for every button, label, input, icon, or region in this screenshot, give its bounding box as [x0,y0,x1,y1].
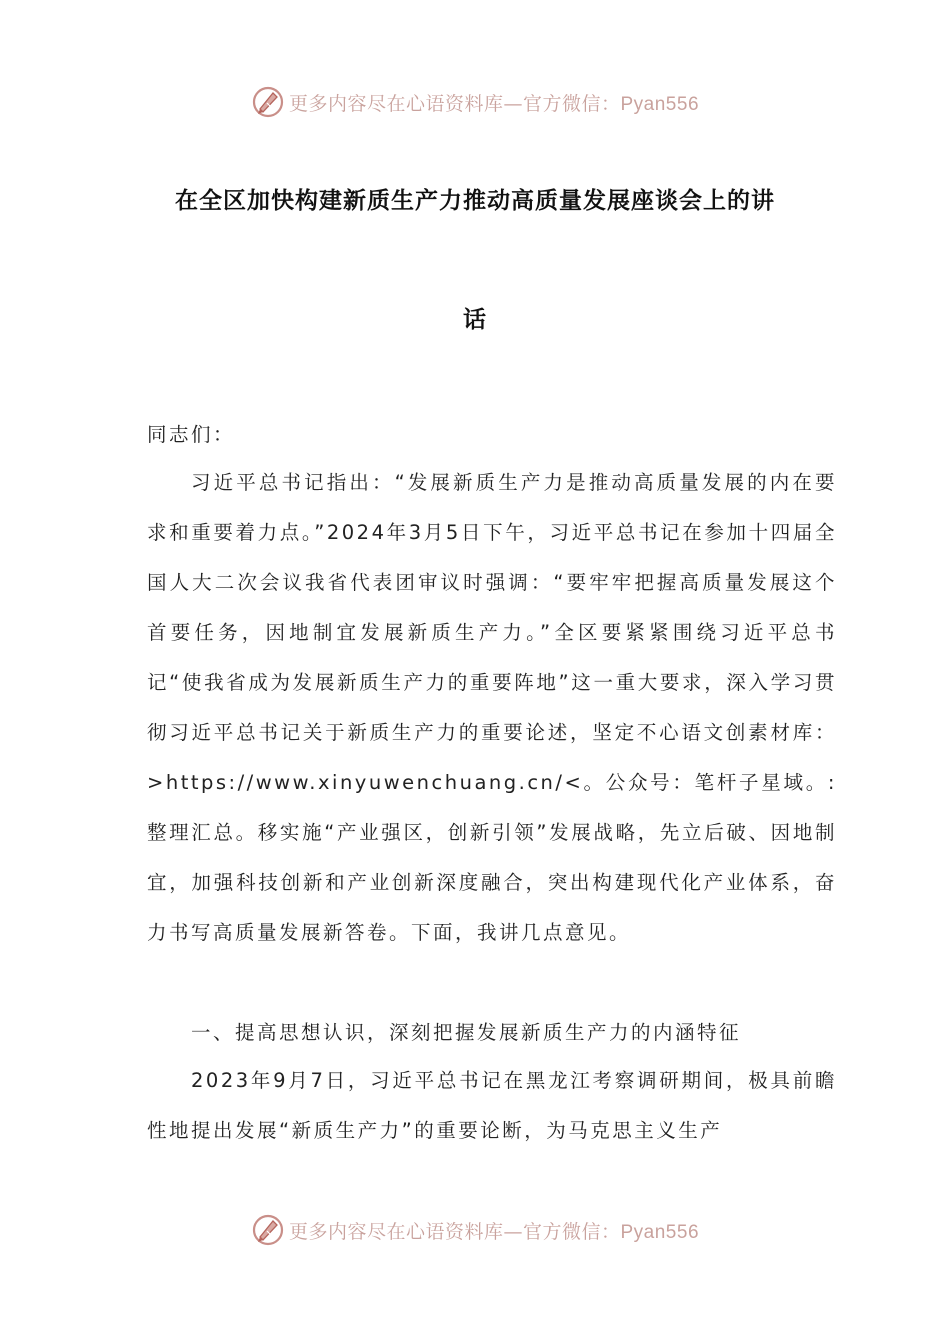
document-title-line-2: 话 [463,307,487,333]
pen-nib-circle-logo-icon [251,1213,285,1247]
header-watermark-banner [0,82,950,122]
watermark-text: 更多内容尽在心语资料库—官方微信：Pyan556 [288,1220,700,1243]
document-title-line-1: 在全区加快构建新质生产力推动高质量发展座谈会上的讲 [175,188,775,214]
pen-nib-circle-logo-icon [251,85,285,119]
footer-watermark-banner [0,1210,950,1250]
watermark-text: 更多内容尽在心语资料库—官方微信：Pyan556 [288,92,700,115]
paragraph-1: 习近平总书记指出：“发展新质生产力是推动高质量发展的内在要求和重要着力点。”2024年3月5日下午，习近平总书记在参加十四届全国人大二次会议我省代表团审议时强调：“要牢牢把握高质量发展这个首要任务，因地制宜发展新质生产力。”全区要紧紧围绕习近平总书记“使我省成为发展新质生产力的重要阵地”这一重大要求，深入学习贯彻习近平总书记关于新质生产力的重要论述，坚定不心语文创素材库：>https://www.xinyuwenchuang.cn/<。公众号：笔杆子星域。:整理汇总。移实施“产业强区，创新引领”发展战略，先立后破、因地制宜，加强科技创新和产业创新深度融合，突出构建现代化产业体系，奋力书写高质量发展新答卷。下面，我讲几点意见。 [147,471,837,944]
wechat-id: Pyan556 [620,93,700,115]
salutation: 同志们： [147,423,236,446]
paragraph-2: 2023年9月7日，习近平总书记在黑龙江考察调研期间，极具前瞻性地提出发展“新质生产力”的重要论断，为马克思主义生产 [147,1069,837,1142]
section-heading-1: 一、提高思想认识，深刻把握发展新质生产力的内涵特征 [191,1021,742,1044]
wechat-id: Pyan556 [620,1221,700,1243]
